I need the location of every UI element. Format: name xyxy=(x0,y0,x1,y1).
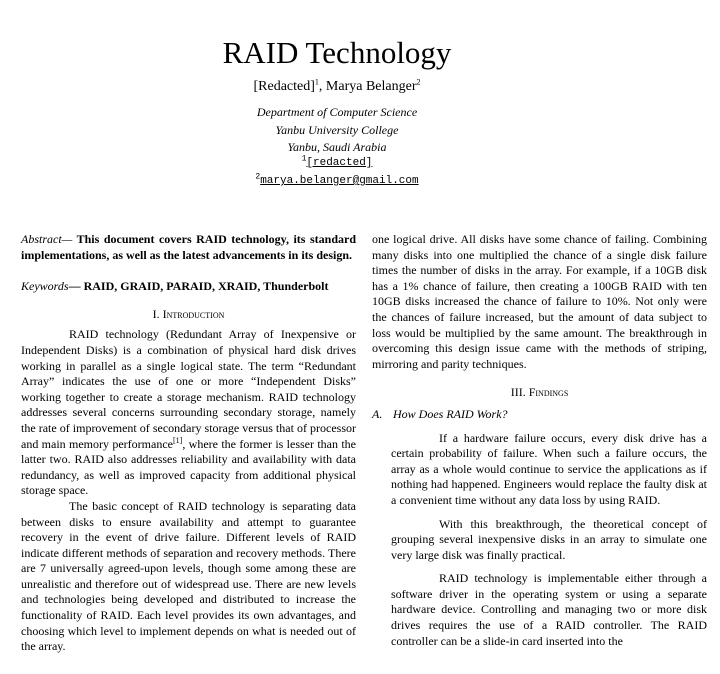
author-line xyxy=(0,78,674,96)
abstract-label: Abstract— xyxy=(21,232,73,246)
continued-paragraph: one logical drive. All disks have some chance of failing. Combining many disks into one multiplied the chance of a single disk failure times the number of disks in the array. For example, if a 10GB disk has a 1% chance of failure, then creating a 100GB RAID with ten 10GB disks increased the chance of failure to 10%. Not only were the chances of failure increased, but the amount of data subject to loss would be multiplied by the same amount. The breakthrough in overcoming this design issue came with the methods of striping, mirroring and parity techniques. xyxy=(372,232,707,371)
findings-paragraph-2: With this breakthrough, the theoretical concept of grouping several inexpensive disks in an array to simulate one very large disk was finally practical. xyxy=(391,516,707,562)
intro-p1-text-a: RAID technology (Redundant Array of Inexpensive or Independent Disks) is a combination of physical hard disk drives working in parallel as a single logical state. The term “Redundant Array” indicates the use of one or more “Independent Disks” working together to create a storage mechanism. RAID technology addresses several concerns surrounding secondary storage, namely the rate of improvement of secondary storage versus that of processor and main memory performance xyxy=(21,327,356,451)
email-line-2 xyxy=(0,174,674,189)
section-heading-introduction: I. Introduction xyxy=(152,306,225,321)
keywords-paragraph xyxy=(21,279,356,295)
findings-paragraph-1: If a hardware failure occurs, every disk drive has a certain probability of failure. When such a failure occurs, the array as a whole would continue to service the applications as if nothing had happened. Engineers would replace the faulty disk at a convenient time without any data loss by using RAID. xyxy=(391,430,707,507)
affiliation-department: Department of Computer Science xyxy=(256,105,418,119)
paper-title: RAID Technology xyxy=(222,35,452,70)
abstract-paragraph xyxy=(21,232,356,263)
intro-paragraph-2: The basic concept of RAID technology is separating data between disks to ensure availability and attempt to guarantee recovery in the event of drive failure. Different levels of RAID indicate different methods of separation and recovery methods. There are 7 universally agreed-upon levels, though some among these are unrealistic and therefore out of widespread use. There are new levels and technologies being developed and distributed to increase the functionality of RAID. Each level provides its own advantages, and choosing which level to implement depends on what is needed out of the array. xyxy=(21,498,356,654)
email-2-superscript: 2 xyxy=(255,172,261,182)
email-1[interactable]: [redacted] xyxy=(306,157,373,169)
intro-paragraph-1 xyxy=(21,327,356,499)
email-line-1 xyxy=(0,156,674,171)
subsection-a-title: How Does RAID Work? xyxy=(393,406,508,421)
keywords-text: — RAID, GRAID, PARAID, XRAID, Thunderbolt xyxy=(68,279,329,294)
email-2[interactable]: marya.belanger@gmail.com xyxy=(260,175,419,187)
subsection-a-number: A. xyxy=(372,406,383,421)
citation-1[interactable]: [1] xyxy=(172,435,183,445)
affiliation-location: Yanbu, Saudi Arabia xyxy=(287,140,387,154)
affiliation-college: Yanbu University College xyxy=(275,123,399,137)
author-2-superscript: 2 xyxy=(416,77,421,87)
keywords-label: Keywords xyxy=(21,279,69,294)
left-column xyxy=(21,232,356,655)
email-1-superscript: 1 xyxy=(301,154,307,164)
subsection-heading-a xyxy=(372,407,707,423)
intro-p1-text-b: , where the former is lesser than the latter two. RAID also addresses reliability and availability with data redundancy, as well as improved capacity from additional physical storage space. xyxy=(21,436,356,498)
abstract-text: This document covers RAID technology, its standard implementations, as well as the latest advancements in its design. xyxy=(21,232,356,262)
author-2: , Marya Belanger xyxy=(318,79,417,94)
right-column xyxy=(372,232,707,649)
author-1: [Redacted] xyxy=(253,79,315,94)
section-heading-findings: III. Findings xyxy=(510,385,569,400)
author-1-superscript: 1 xyxy=(314,77,319,87)
findings-paragraph-3: RAID technology is implementable either through a software driver in the operating system or using a separate hardware device. Controlling and managing two or more disk drives requires the use of a RAID controller. The RAID controller can be a slide-in card inserted into the xyxy=(391,571,707,648)
